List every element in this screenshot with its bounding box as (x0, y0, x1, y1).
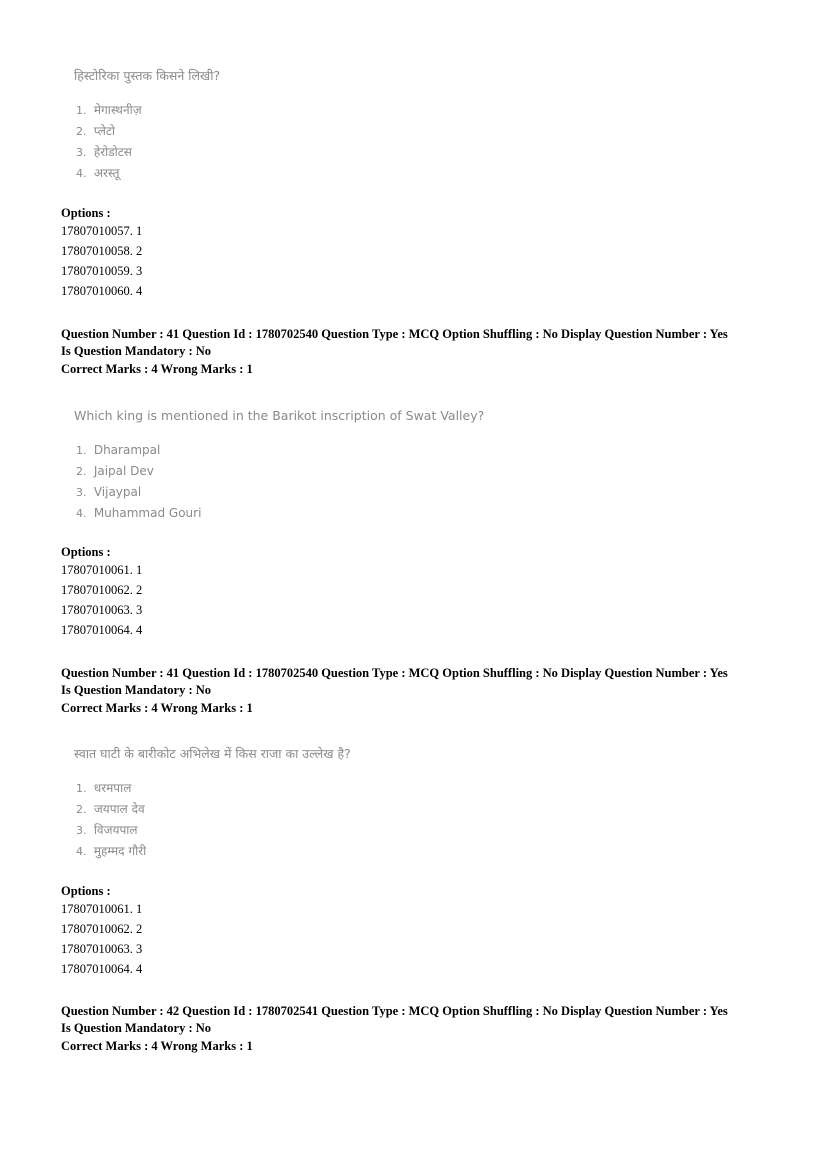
choice-item: 3. Vijaypal (76, 485, 142, 499)
question-meta-line: Question Number : 42 Question Id : 1780702541 Question Type : MCQ Option Shuffling : No Display Question Number : Yes (61, 1004, 728, 1018)
choice-item: 1. धरमपाल (76, 781, 132, 795)
choice-item: 4. Muhammad Gouri (76, 506, 202, 520)
question-mandatory: Is Question Mandatory : No (61, 344, 212, 358)
option-id: 17807010061. 1 (61, 563, 143, 577)
options-list (61, 221, 142, 301)
question-marks: Correct Marks : 4 Wrong Marks : 1 (61, 701, 253, 715)
question-choices (74, 440, 484, 524)
option-id: 17807010063. 3 (61, 603, 143, 617)
question-meta (61, 665, 781, 716)
option-id: 17807010059. 3 (61, 264, 143, 278)
question-text: स्वात घाटी के बारीकोट अभिलेख में किस राजा का उल्लेख है? (74, 746, 351, 761)
choice-item: 4. अरस्तू (76, 166, 120, 180)
options-label: Options : (61, 545, 111, 559)
question-image (74, 68, 220, 184)
question-meta (61, 326, 781, 377)
question-mandatory: Is Question Mandatory : No (61, 1021, 212, 1035)
choice-item: 3. विजयपाल (76, 823, 138, 837)
option-id: 17807010060. 4 (61, 284, 143, 298)
option-id: 17807010058. 2 (61, 244, 143, 258)
question-mandatory: Is Question Mandatory : No (61, 683, 212, 697)
choice-item: 1. मेगास्थनीज़ (76, 103, 142, 117)
choice-item: 3. हेरोडोटस (76, 145, 132, 159)
choice-item: 1. Dharampal (76, 443, 161, 457)
choice-item: 4. मुहम्मद गौरी (76, 844, 147, 858)
question-text: हिस्टोरिका पुस्तक किसने लिखी? (74, 68, 221, 83)
question-choices (74, 100, 220, 184)
option-id: 17807010062. 2 (61, 922, 143, 936)
question-image (74, 746, 351, 862)
choice-item: 2. जयपाल देव (76, 802, 145, 816)
question-meta (61, 1003, 781, 1054)
choice-item: 2. प्लेटो (76, 124, 116, 138)
choice-item: 2. Jaipal Dev (76, 464, 154, 478)
options-list (61, 899, 142, 979)
option-id: 17807010064. 4 (61, 962, 143, 976)
question-choices (74, 778, 351, 862)
question-meta-line: Question Number : 41 Question Id : 1780702540 Question Type : MCQ Option Shuffling : No Display Question Number : Yes (61, 327, 728, 341)
option-id: 17807010063. 3 (61, 942, 143, 956)
option-id: 17807010062. 2 (61, 583, 143, 597)
option-id: 17807010057. 1 (61, 224, 143, 238)
question-marks: Correct Marks : 4 Wrong Marks : 1 (61, 362, 253, 376)
option-id: 17807010064. 4 (61, 623, 143, 637)
options-list (61, 560, 142, 640)
question-marks: Correct Marks : 4 Wrong Marks : 1 (61, 1039, 253, 1053)
option-id: 17807010061. 1 (61, 902, 143, 916)
question-meta-line: Question Number : 41 Question Id : 1780702540 Question Type : MCQ Option Shuffling : No Display Question Number : Yes (61, 666, 728, 680)
options-label: Options : (61, 206, 111, 220)
options-label: Options : (61, 884, 111, 898)
question-text: Which king is mentioned in the Barikot inscription of Swat Valley? (74, 408, 485, 423)
question-image (74, 408, 484, 524)
